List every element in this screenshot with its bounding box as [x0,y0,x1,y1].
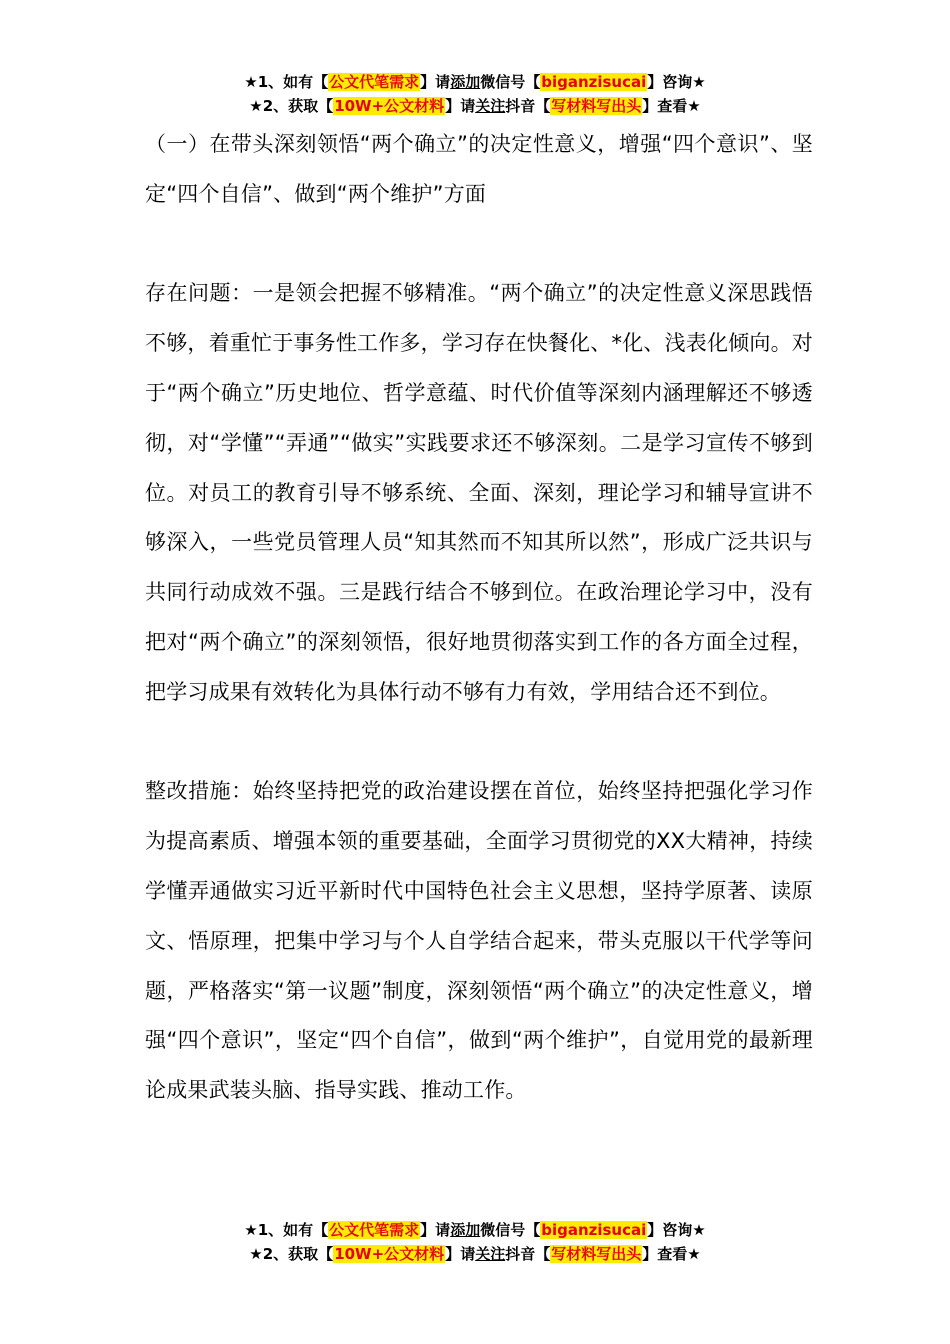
document-body [145,120,813,1116]
banner-text: 抖音【 [505,1245,551,1263]
banner-text: ★1、如有【 [244,1221,329,1239]
banner-text: ★1、如有【 [244,73,329,91]
highlight-douyin-account: 写材料写出头 [551,97,642,115]
highlight-materials: 10W+公文材料 [334,1245,445,1263]
highlight-wechat-id: biganzisucai [541,73,647,91]
highlight-wechat-id: biganzisucai [541,1221,647,1239]
underlined-follow: 关注 [475,1245,506,1263]
highlight-service: 公文代笔需求 [329,1221,420,1239]
banner-line-2 [0,1242,950,1266]
banner-text: 微信号【 [480,1221,541,1239]
underlined-add: 添加 [450,1221,481,1239]
footer-banner [0,1218,950,1266]
banner-text: 】咨询★ [647,1221,706,1239]
banner-text: 】查看★ [642,1245,701,1263]
header-banner [0,70,950,118]
banner-line-2 [0,94,950,118]
banner-line-1 [0,1218,950,1242]
banner-text: 】查看★ [642,97,701,115]
paragraph-spacer [145,718,813,768]
problems-paragraph: 存在问题：一是领会把握不够精准。“两个确立”的决定性意义深思践悟不够，着重忙于事务性工作多，学习存在快餐化、*化、浅表化倾向。对于“两个确立”历史地位、哲学意蕴、时代价值等深刻内涵理解还不够透彻，对“学懂”“弄通”“做实”实践要求还不够深刻。二是学习宣传不够到位。对员工的教育引导不够系统、全面、深刻，理论学习和辅导宣讲不够深入，一些党员管理人员“知其然而不知其所以然”，形成广泛共识与共同行动成效不强。三是践行结合不够到位。在政治理论学习中，没有把对“两个确立”的深刻领悟，很好地贯彻落实到工作的各方面全过程，把学习成果有效转化为具体行动不够有力有效，学用结合还不到位。 [145,281,813,704]
measures-paragraph: 整改措施：始终坚持把党的政治建设摆在首位，始终坚持把强化学习作为提高素质、增强本领的重要基础，全面学习贯彻党的XX大精神，持续学懂弄通做实习近平新时代中国特色社会主义思想，坚持学原著、读原文、悟原理，把集中学习与个人自学结合起来，带头克服以干代学等问题，严格落实“第一议题”制度，深刻领悟“两个确立”的决定性意义，增强“四个意识”，坚定“四个自信”，做到“两个维护”，自觉用党的最新理论成果武装头脑、指导实践、推动工作。 [145,779,813,1103]
banner-text: ★2、获取【 [249,1245,334,1263]
banner-text: 】咨询★ [647,73,706,91]
banner-text: 抖音【 [505,97,551,115]
highlight-service: 公文代笔需求 [329,73,420,91]
highlight-materials: 10W+公文材料 [334,97,445,115]
banner-text: 】请 [445,1245,476,1263]
highlight-douyin-account: 写材料写出头 [551,1245,642,1263]
banner-text: 微信号【 [480,73,541,91]
underlined-add: 添加 [450,73,481,91]
banner-text: ★2、获取【 [249,97,334,115]
banner-text: 】请 [420,73,451,91]
underlined-follow: 关注 [475,97,506,115]
section-heading: （一）在带头深刻领悟“两个确立”的决定性意义，增强“四个意识”、坚定“四个自信”、做到“两个维护”方面 [145,132,813,206]
paragraph-spacer [145,220,813,270]
banner-text: 】请 [445,97,476,115]
banner-line-1 [0,70,950,94]
banner-text: 】请 [420,1221,451,1239]
